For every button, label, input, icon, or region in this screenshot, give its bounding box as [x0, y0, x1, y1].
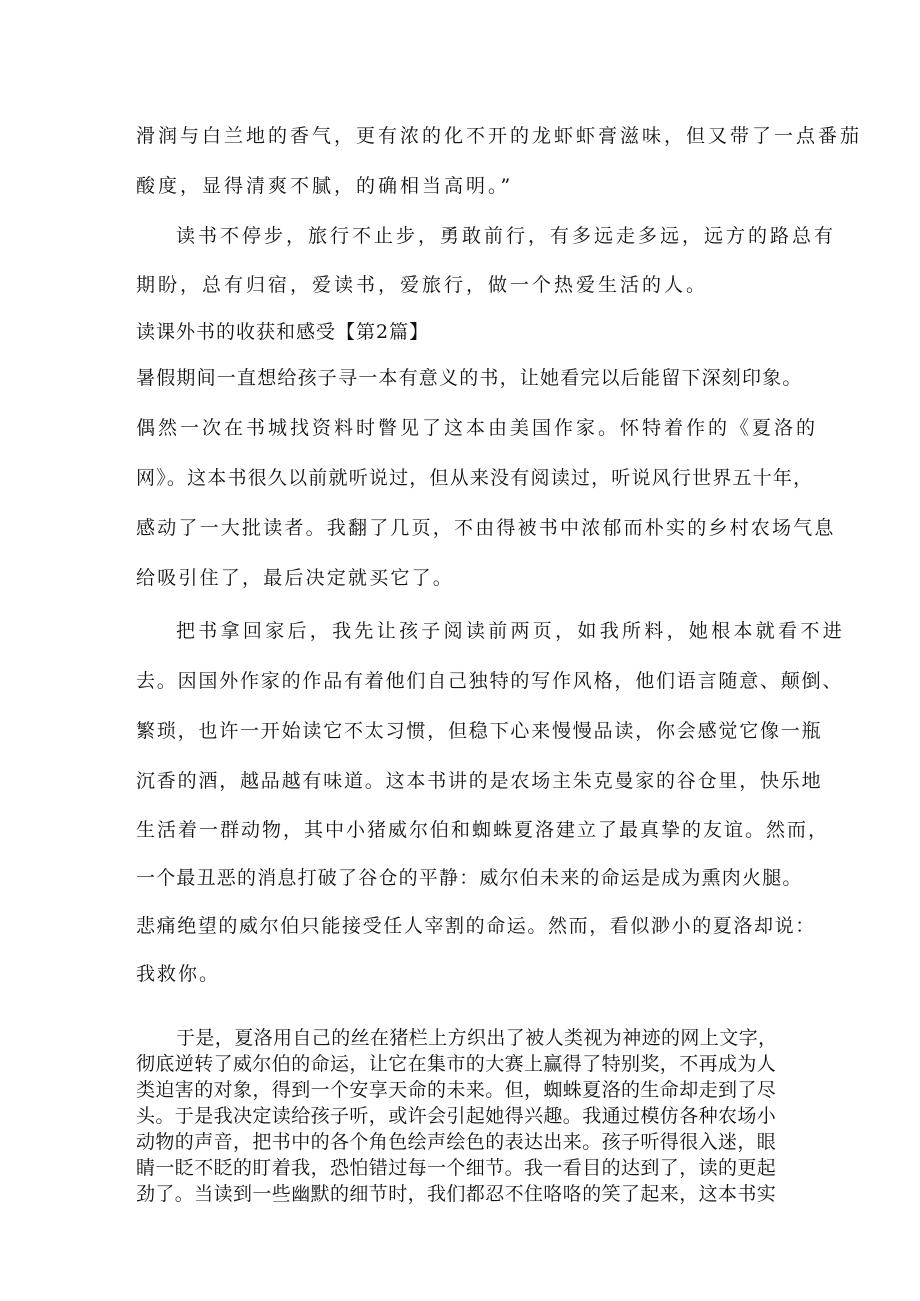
text-line: 网》。这本书很久以前就听说过，但从来没有阅读过，听说风行世界五十年，	[136, 467, 814, 489]
text-line: 一个最丑恶的消息打破了谷仓的平静：威尔伯未来的命运是成为熏肉火腿。	[136, 867, 803, 889]
text-line: 暑假期间一直想给孩子寻一本有意义的书，让她看完以后能留下深刻印象。	[136, 367, 803, 389]
text-line: 我救你。	[136, 963, 221, 985]
text-line: 偶然一次在书城找资料时瞥见了这本由美国作家。怀特着作的《夏洛的	[136, 417, 819, 439]
text-line: 繁琐，也许一开始读它不太习惯，但稳下心来慢慢品读，你会感觉它像一瓶	[136, 720, 823, 742]
text-line: 去。因国外作家的作品有着他们自己独特的写作风格，他们语言随意、颠倒、	[136, 670, 844, 692]
text-line: 期盼，总有归宿，爱读书，爱旅行，做一个热爱生活的人。	[136, 274, 709, 296]
text-line: 给吸引住了，最后决定就买它了。	[136, 567, 455, 589]
text-line: 酸度，显得清爽不腻，的确相当高明。”	[136, 175, 514, 197]
text-line: 劲了。当读到一些幽默的细节时，我们都忍不住咯咯的笑了起来，这本书实	[136, 1183, 777, 1205]
text-line: 感动了一大批读者。我翻了几页，不由得被书中浓郁而朴实的乡村农场气息	[136, 517, 836, 539]
text-line: 把书拿回家后，我先让孩子阅读前两页，如我所料，她根本就看不进	[176, 620, 846, 642]
text-line: 悲痛绝望的威尔伯只能接受任人宰割的命运。然而，看似渺小的夏洛却说：	[136, 915, 816, 937]
text-line: 生活着一群动物，其中小猪威尔伯和蜘蛛夏洛建立了最真挚的友谊。然而，	[136, 819, 830, 841]
section-heading: 读课外书的收获和感受【第2篇】	[136, 321, 430, 343]
text-line: 沉香的酒，越品越有味道。这本书讲的是农场主朱克曼家的谷仓里，快乐地	[136, 770, 823, 792]
text-line: 彻底逆转了威尔伯的命运，让它在集市的大赛上赢得了特别奖，不再成为人	[136, 1053, 777, 1075]
text-line: 滑润与白兰地的香气，更有浓的化不开的龙虾虾膏滋味，但又带了一点番茄	[136, 125, 863, 147]
text-line: 头。于是我决定读给孩子听，或许会引起她得兴趣。我通过模仿各种农场小	[136, 1105, 777, 1127]
text-line: 睛一眨不眨的盯着我，恐怕错过每一个细节。我一看目的达到了，读的更起	[136, 1157, 777, 1179]
text-line: 动物的声音，把书中的各个角色绘声绘色的表达出来。孩子听得很入迷，眼	[136, 1131, 777, 1153]
text-line: 类迫害的对象，得到一个安享天命的未来。但，蜘蛛夏洛的生命却走到了尽	[136, 1079, 777, 1101]
text-line: 读书不停步，旅行不止步，勇敢前行，有多远走多远，远方的路总有	[176, 225, 837, 247]
text-line: 于是，夏洛用自己的丝在猪栏上方织出了被人类视为神迹的网上文字，	[176, 1027, 778, 1049]
